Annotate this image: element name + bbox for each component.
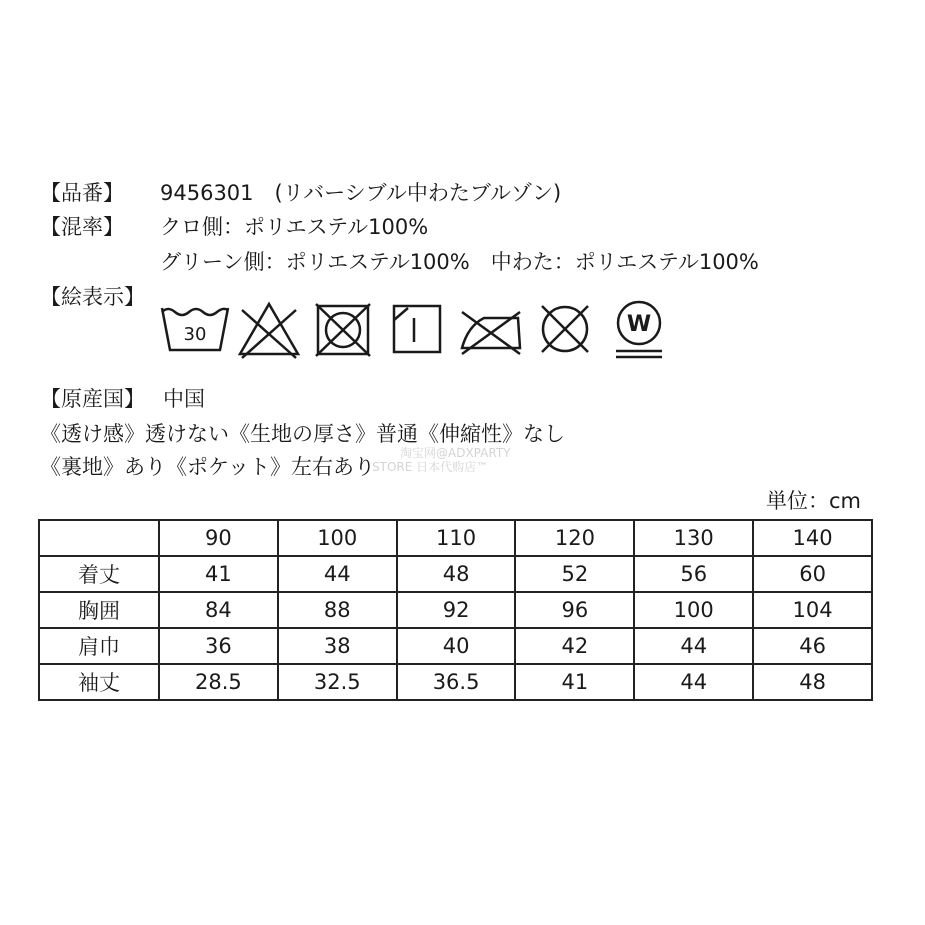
item-number-label: 【品番】 bbox=[40, 181, 124, 205]
size-table bbox=[38, 519, 873, 701]
table-row bbox=[39, 628, 872, 664]
care-label: 【絵表示】 bbox=[40, 285, 145, 309]
size-header-row bbox=[39, 520, 872, 556]
size-header-cell: 120 bbox=[515, 520, 634, 556]
measurement-cell: 28.5 bbox=[159, 664, 278, 700]
measurement-cell: 84 bbox=[159, 592, 278, 628]
measurement-cell: 52 bbox=[515, 556, 634, 592]
measurement-cell: 46 bbox=[753, 628, 872, 664]
measurement-cell: 104 bbox=[753, 592, 872, 628]
line-dry-shade-icon bbox=[380, 296, 454, 364]
measurement-cell: 36.5 bbox=[397, 664, 516, 700]
size-header-cell: 100 bbox=[278, 520, 397, 556]
no-dry-clean-icon bbox=[528, 296, 602, 364]
origin-value: 中国 bbox=[163, 387, 205, 411]
material-label: 【混率】 bbox=[40, 215, 124, 239]
origin-label: 【原産国】 bbox=[40, 387, 145, 411]
wet-clean-letter: W bbox=[626, 312, 652, 337]
measurement-cell: 100 bbox=[634, 592, 753, 628]
measurement-cell: 32.5 bbox=[278, 664, 397, 700]
watermark-line-2: STORE 日本代购店™ bbox=[372, 460, 489, 474]
no-bleach-icon bbox=[232, 296, 306, 364]
measurement-cell: 41 bbox=[159, 556, 278, 592]
unit-label: 単位：cm bbox=[765, 489, 861, 513]
size-header-cell: 90 bbox=[159, 520, 278, 556]
measurement-cell: 96 bbox=[515, 592, 634, 628]
measurement-cell: 92 bbox=[397, 592, 516, 628]
no-tumble-dry-icon bbox=[306, 296, 380, 364]
size-header-cell: 110 bbox=[397, 520, 516, 556]
wash-temperature: 30 bbox=[183, 324, 207, 345]
measurement-cell: 40 bbox=[397, 628, 516, 664]
measurement-cell: 41 bbox=[515, 664, 634, 700]
measurement-cell: 36 bbox=[159, 628, 278, 664]
size-header-cell: 130 bbox=[634, 520, 753, 556]
measurement-cell: 44 bbox=[634, 628, 753, 664]
lining-text: 《裏地》あり《ポケット》左右あり bbox=[40, 455, 375, 479]
item-number-value: 9456301 (リバーシブル中わたブルゾン) bbox=[160, 181, 562, 205]
no-iron-icon bbox=[454, 296, 528, 364]
attributes-text: 《透け感》透けない《生地の厚さ》普通《伸縮性》なし bbox=[40, 422, 565, 446]
watermark bbox=[372, 446, 510, 474]
table-row bbox=[39, 664, 872, 700]
measurement-cell: 56 bbox=[634, 556, 753, 592]
row-label-cell: 着丈 bbox=[39, 556, 159, 592]
measurement-cell: 38 bbox=[278, 628, 397, 664]
care-symbols bbox=[158, 296, 676, 364]
measurement-cell: 60 bbox=[753, 556, 872, 592]
row-label-cell: 肩巾 bbox=[39, 628, 159, 664]
watermark-line-1: 淘宝网@ADXPARTY bbox=[400, 446, 511, 460]
size-header-cell: 140 bbox=[753, 520, 872, 556]
material-value-1: クロ側：ポリエステル100% bbox=[160, 215, 429, 239]
wash-30-icon bbox=[158, 296, 232, 364]
wet-clean-icon bbox=[602, 296, 676, 364]
row-label-cell: 袖丈 bbox=[39, 664, 159, 700]
measurement-cell: 88 bbox=[278, 592, 397, 628]
measurement-cell: 48 bbox=[397, 556, 516, 592]
measurement-cell: 44 bbox=[634, 664, 753, 700]
material-value-2: グリーン側：ポリエステル100% 中わた：ポリエステル100% bbox=[160, 250, 759, 274]
measurement-cell: 42 bbox=[515, 628, 634, 664]
header-corner-cell bbox=[39, 520, 159, 556]
row-label-cell: 胸囲 bbox=[39, 592, 159, 628]
table-row bbox=[39, 556, 872, 592]
measurement-cell: 44 bbox=[278, 556, 397, 592]
table-row bbox=[39, 592, 872, 628]
measurement-cell: 48 bbox=[753, 664, 872, 700]
